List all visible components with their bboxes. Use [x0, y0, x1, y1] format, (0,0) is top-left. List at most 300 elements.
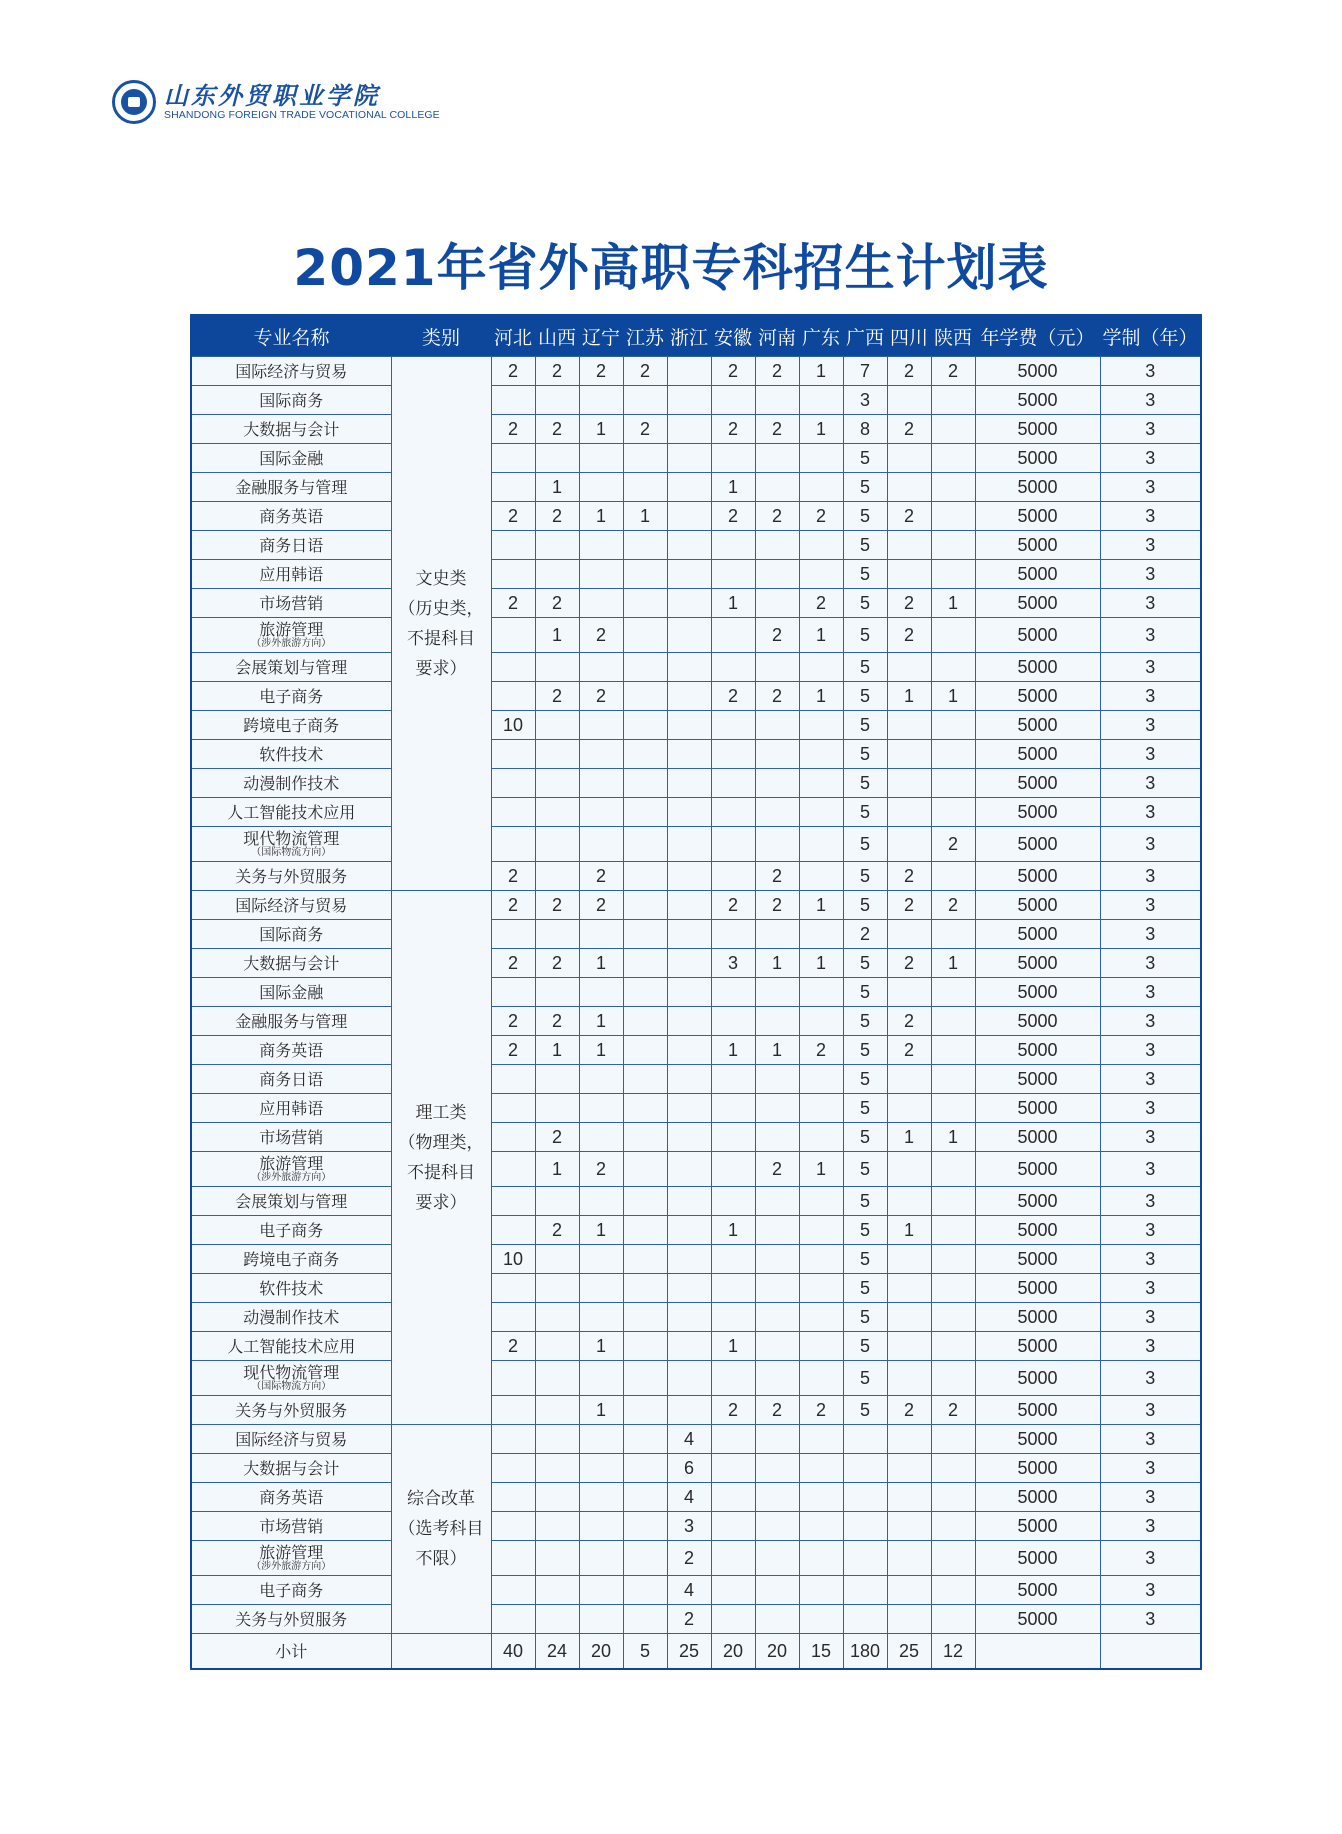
- quota-cell: [755, 1454, 799, 1483]
- quota-cell: 2: [491, 862, 535, 891]
- quota-cell: 5: [843, 1216, 887, 1245]
- quota-cell: 2: [755, 502, 799, 531]
- quota-cell: 4: [667, 1576, 711, 1605]
- quota-cell: [931, 740, 975, 769]
- quota-cell: [799, 1576, 843, 1605]
- table-row: [191, 949, 1201, 978]
- quota-cell: [711, 978, 755, 1007]
- quota-cell: [579, 1303, 623, 1332]
- major-name: 跨境电子商务: [243, 1249, 340, 1269]
- quota-cell: 2: [799, 1036, 843, 1065]
- quota-cell: 2: [755, 415, 799, 444]
- quota-cell: [799, 1332, 843, 1361]
- duration-cell: 3: [1100, 1303, 1201, 1332]
- quota-cell: [667, 444, 711, 473]
- subtotal-quota-cell: 25: [887, 1634, 931, 1670]
- quota-cell: [667, 862, 711, 891]
- major-name-cell: [191, 978, 391, 1007]
- quota-cell: [755, 1123, 799, 1152]
- quota-cell: [755, 769, 799, 798]
- quota-cell: 1: [799, 949, 843, 978]
- duration-cell: 3: [1100, 1483, 1201, 1512]
- tuition-cell: 5000: [975, 589, 1100, 618]
- quota-cell: [755, 1007, 799, 1036]
- table-row: [191, 653, 1201, 682]
- major-name: 动漫制作技术: [243, 1307, 340, 1327]
- quota-cell: 2: [491, 357, 535, 386]
- quota-cell: [755, 1541, 799, 1576]
- major-name: 大数据与会计: [243, 419, 340, 439]
- major-name-cell: [191, 1123, 391, 1152]
- quota-cell: [887, 711, 931, 740]
- quota-cell: [535, 920, 579, 949]
- quota-cell: 2: [887, 1007, 931, 1036]
- major-direction: （国际物流方向）: [251, 1381, 332, 1392]
- tuition-cell: 5000: [975, 1216, 1100, 1245]
- quota-cell: [535, 1332, 579, 1361]
- quota-cell: [535, 740, 579, 769]
- major-name-cell: [191, 769, 391, 798]
- quota-cell: 2: [623, 415, 667, 444]
- table-row: [191, 1245, 1201, 1274]
- quota-cell: [579, 1541, 623, 1576]
- quota-cell: 2: [931, 891, 975, 920]
- quota-cell: [931, 1605, 975, 1634]
- quota-cell: 2: [491, 589, 535, 618]
- quota-cell: [799, 827, 843, 862]
- major-name-cell: [191, 740, 391, 769]
- quota-cell: 5: [843, 1303, 887, 1332]
- table-row: [191, 1036, 1201, 1065]
- quota-cell: 2: [535, 589, 579, 618]
- quota-cell: [623, 891, 667, 920]
- quota-cell: [667, 827, 711, 862]
- duration-cell: 3: [1100, 920, 1201, 949]
- major-name-cell: [191, 1332, 391, 1361]
- quota-cell: [491, 740, 535, 769]
- quota-cell: [755, 1483, 799, 1512]
- tuition-cell: 5000: [975, 502, 1100, 531]
- tuition-cell: 5000: [975, 1332, 1100, 1361]
- quota-cell: 2: [491, 415, 535, 444]
- major-direction: （涉外旅游方向）: [251, 1172, 332, 1183]
- quota-cell: [623, 1094, 667, 1123]
- quota-cell: [755, 1274, 799, 1303]
- major-name: 旅游管理: [259, 1154, 324, 1173]
- duration-cell: 3: [1100, 1274, 1201, 1303]
- quota-cell: [755, 1094, 799, 1123]
- quota-cell: [623, 1274, 667, 1303]
- quota-cell: [491, 444, 535, 473]
- category-label-line: 不限）: [415, 1549, 467, 1569]
- quota-cell: 2: [711, 357, 755, 386]
- duration-cell: 3: [1100, 978, 1201, 1007]
- quota-cell: 5: [843, 891, 887, 920]
- quota-cell: [623, 862, 667, 891]
- quota-cell: [491, 978, 535, 1007]
- quota-cell: 5: [843, 682, 887, 711]
- quota-cell: [623, 711, 667, 740]
- quota-cell: [931, 531, 975, 560]
- column-header: 广西: [843, 315, 887, 357]
- quota-cell: [623, 1605, 667, 1634]
- duration-cell: 3: [1100, 618, 1201, 653]
- major-name-cell: [191, 1605, 391, 1634]
- major-name-cell: [191, 891, 391, 920]
- quota-cell: [579, 531, 623, 560]
- table-row: [191, 618, 1201, 653]
- quota-cell: [887, 1152, 931, 1187]
- tuition-cell: 5000: [975, 386, 1100, 415]
- quota-cell: 5: [843, 798, 887, 827]
- quota-cell: 5: [843, 862, 887, 891]
- table-row: [191, 769, 1201, 798]
- quota-cell: 5: [843, 653, 887, 682]
- quota-cell: 1: [931, 949, 975, 978]
- major-name: 金融服务与管理: [235, 1011, 348, 1031]
- subtotal-quota-cell: 20: [711, 1634, 755, 1670]
- quota-cell: 2: [491, 891, 535, 920]
- tuition-cell: 5000: [975, 827, 1100, 862]
- major-name-cell: [191, 560, 391, 589]
- quota-cell: [579, 1123, 623, 1152]
- quota-cell: [491, 473, 535, 502]
- quota-cell: 2: [579, 357, 623, 386]
- table-row: [191, 827, 1201, 862]
- quota-cell: 2: [887, 618, 931, 653]
- quota-cell: 5: [843, 1274, 887, 1303]
- major-name: 软件技术: [259, 744, 324, 764]
- quota-cell: [711, 920, 755, 949]
- quota-cell: [755, 473, 799, 502]
- quota-cell: [667, 618, 711, 653]
- quota-cell: [667, 386, 711, 415]
- quota-cell: [931, 1094, 975, 1123]
- quota-cell: 2: [491, 502, 535, 531]
- category-label-line: 综合改革: [407, 1489, 475, 1509]
- college-logo: [112, 80, 440, 124]
- quota-cell: 1: [887, 1123, 931, 1152]
- quota-cell: [667, 920, 711, 949]
- quota-cell: [931, 1152, 975, 1187]
- tuition-cell: 5000: [975, 949, 1100, 978]
- quota-cell: [579, 1576, 623, 1605]
- table-row: [191, 1605, 1201, 1634]
- quota-cell: 1: [535, 1036, 579, 1065]
- quota-cell: [535, 1512, 579, 1541]
- quota-cell: [799, 1094, 843, 1123]
- quota-cell: 7: [843, 357, 887, 386]
- quota-cell: [755, 740, 799, 769]
- quota-cell: 1: [579, 1007, 623, 1036]
- quota-cell: [711, 1605, 755, 1634]
- quota-cell: 1: [579, 949, 623, 978]
- quota-cell: [491, 386, 535, 415]
- quota-cell: [579, 444, 623, 473]
- quota-cell: [711, 769, 755, 798]
- table-row: [191, 386, 1201, 415]
- quota-cell: [623, 1187, 667, 1216]
- page-title: 2021年省外高职专科招生计划表: [293, 239, 1049, 297]
- quota-cell: [755, 1245, 799, 1274]
- quota-cell: 5: [843, 618, 887, 653]
- quota-cell: [711, 827, 755, 862]
- major-name: 人工智能技术应用: [227, 1336, 356, 1356]
- quota-cell: [667, 1332, 711, 1361]
- quota-cell: 2: [491, 1036, 535, 1065]
- quota-cell: [931, 978, 975, 1007]
- major-name: 市场营销: [259, 593, 324, 613]
- duration-cell: 3: [1100, 682, 1201, 711]
- major-name-cell: [191, 1274, 391, 1303]
- major-name: 会展策划与管理: [235, 657, 348, 677]
- quota-cell: [667, 1396, 711, 1425]
- table-row: [191, 1425, 1201, 1454]
- quota-cell: 5: [843, 978, 887, 1007]
- quota-cell: [931, 618, 975, 653]
- quota-cell: [667, 1094, 711, 1123]
- quota-cell: [931, 1036, 975, 1065]
- major-name-cell: [191, 1245, 391, 1274]
- tuition-cell: 5000: [975, 682, 1100, 711]
- major-name-cell: [191, 1512, 391, 1541]
- quota-cell: [843, 1541, 887, 1576]
- tuition-cell: 5000: [975, 891, 1100, 920]
- table-row: [191, 1541, 1201, 1576]
- quota-cell: [667, 1216, 711, 1245]
- quota-cell: [711, 1361, 755, 1396]
- quota-cell: 2: [931, 1396, 975, 1425]
- quota-cell: 5: [843, 740, 887, 769]
- quota-cell: 1: [579, 1332, 623, 1361]
- quota-cell: [887, 444, 931, 473]
- quota-cell: 2: [579, 682, 623, 711]
- tuition-cell: 5000: [975, 531, 1100, 560]
- quota-cell: [711, 1274, 755, 1303]
- quota-cell: [931, 1216, 975, 1245]
- quota-cell: 8: [843, 415, 887, 444]
- quota-cell: [535, 386, 579, 415]
- column-header: 广东: [799, 315, 843, 357]
- quota-cell: [887, 386, 931, 415]
- major-name-cell: [191, 682, 391, 711]
- quota-cell: 2: [755, 1152, 799, 1187]
- quota-cell: [799, 444, 843, 473]
- quota-cell: 5: [843, 502, 887, 531]
- quota-cell: [799, 560, 843, 589]
- quota-cell: [887, 531, 931, 560]
- quota-cell: [535, 1483, 579, 1512]
- quota-cell: 2: [579, 862, 623, 891]
- quota-cell: [887, 1576, 931, 1605]
- table-row: [191, 1576, 1201, 1605]
- duration-cell: 3: [1100, 1187, 1201, 1216]
- quota-cell: [623, 949, 667, 978]
- duration-cell: 3: [1100, 1245, 1201, 1274]
- major-name: 软件技术: [259, 1278, 324, 1298]
- duration-cell: 3: [1100, 1216, 1201, 1245]
- quota-cell: [755, 531, 799, 560]
- quota-cell: 1: [799, 415, 843, 444]
- major-name-cell: [191, 1216, 391, 1245]
- quota-cell: 1: [535, 473, 579, 502]
- major-name-cell: [191, 1303, 391, 1332]
- subtotal-category: [391, 1634, 491, 1670]
- column-header: 河北: [491, 315, 535, 357]
- quota-cell: [887, 1274, 931, 1303]
- quota-cell: [535, 711, 579, 740]
- quota-cell: [799, 798, 843, 827]
- duration-cell: 3: [1100, 560, 1201, 589]
- quota-cell: [931, 920, 975, 949]
- quota-cell: [491, 1576, 535, 1605]
- quota-cell: [843, 1605, 887, 1634]
- quota-cell: [799, 473, 843, 502]
- quota-cell: [623, 1123, 667, 1152]
- column-header: 四川: [887, 315, 931, 357]
- quota-cell: 2: [535, 1123, 579, 1152]
- quota-cell: [711, 1094, 755, 1123]
- tuition-cell: 5000: [975, 444, 1100, 473]
- logo-english-name: SHANDONG FOREIGN TRADE VOCATIONAL COLLEGE: [164, 109, 440, 121]
- quota-cell: 2: [579, 891, 623, 920]
- tuition-cell: 5000: [975, 1512, 1100, 1541]
- quota-cell: [799, 1483, 843, 1512]
- enrollment-plan-table: [190, 314, 1202, 1670]
- quota-cell: [491, 1065, 535, 1094]
- quota-cell: [711, 386, 755, 415]
- major-name: 电子商务: [259, 686, 324, 706]
- tuition-cell: 5000: [975, 1425, 1100, 1454]
- quota-cell: [799, 920, 843, 949]
- major-name: 动漫制作技术: [243, 773, 340, 793]
- quota-cell: [887, 1454, 931, 1483]
- tuition-cell: 5000: [975, 769, 1100, 798]
- quota-cell: [579, 589, 623, 618]
- column-header: 年学费（元）: [975, 315, 1100, 357]
- quota-cell: [491, 1483, 535, 1512]
- quota-cell: [579, 978, 623, 1007]
- duration-cell: 3: [1100, 827, 1201, 862]
- quota-cell: [535, 1245, 579, 1274]
- duration-cell: 3: [1100, 1396, 1201, 1425]
- quota-cell: 1: [799, 891, 843, 920]
- major-name: 国际经济与贸易: [235, 361, 348, 381]
- quota-cell: 1: [711, 473, 755, 502]
- quota-cell: [887, 1541, 931, 1576]
- subtotal-row: [191, 1634, 1201, 1670]
- quota-cell: [799, 1274, 843, 1303]
- quota-cell: [755, 1576, 799, 1605]
- quota-cell: [667, 1007, 711, 1036]
- quota-cell: [623, 1065, 667, 1094]
- quota-cell: [755, 827, 799, 862]
- duration-cell: 3: [1100, 444, 1201, 473]
- quota-cell: 1: [579, 1036, 623, 1065]
- quota-cell: 2: [535, 949, 579, 978]
- quota-cell: [711, 1541, 755, 1576]
- major-name-cell: [191, 1065, 391, 1094]
- quota-cell: [667, 1123, 711, 1152]
- tuition-cell: 5000: [975, 1274, 1100, 1303]
- duration-cell: 3: [1100, 711, 1201, 740]
- quota-cell: 10: [491, 1245, 535, 1274]
- quota-cell: [799, 1605, 843, 1634]
- major-name: 应用韩语: [259, 1098, 324, 1118]
- table-row: [191, 978, 1201, 1007]
- quota-cell: [623, 978, 667, 1007]
- quota-cell: [535, 1396, 579, 1425]
- major-name-cell: [191, 357, 391, 386]
- quota-cell: [667, 891, 711, 920]
- quota-cell: [491, 531, 535, 560]
- quota-cell: [887, 1094, 931, 1123]
- quota-cell: 2: [711, 891, 755, 920]
- quota-cell: [931, 1303, 975, 1332]
- tuition-cell: 5000: [975, 1245, 1100, 1274]
- quota-cell: [579, 1187, 623, 1216]
- major-name: 现代物流管理: [243, 1363, 340, 1382]
- major-name-cell: [191, 1425, 391, 1454]
- quota-cell: [579, 1245, 623, 1274]
- quota-cell: [931, 1576, 975, 1605]
- major-name: 国际商务: [259, 390, 324, 410]
- quota-cell: 5: [843, 473, 887, 502]
- table-row: [191, 891, 1201, 920]
- quota-cell: 5: [843, 560, 887, 589]
- duration-cell: 3: [1100, 769, 1201, 798]
- quota-cell: [623, 798, 667, 827]
- quota-cell: [799, 1065, 843, 1094]
- table-row: [191, 920, 1201, 949]
- table-row: [191, 1187, 1201, 1216]
- major-name-cell: [191, 1541, 391, 1576]
- quota-cell: 2: [535, 1216, 579, 1245]
- quota-cell: [667, 1361, 711, 1396]
- quota-cell: 2: [667, 1605, 711, 1634]
- major-name: 关务与外贸服务: [235, 1400, 348, 1420]
- quota-cell: 2: [887, 502, 931, 531]
- tuition-cell: 5000: [975, 862, 1100, 891]
- quota-cell: 1: [887, 1216, 931, 1245]
- quota-cell: [799, 1361, 843, 1396]
- quota-cell: [535, 769, 579, 798]
- quota-cell: [711, 740, 755, 769]
- major-name: 跨境电子商务: [243, 715, 340, 735]
- subtotal-quota-cell: 20: [755, 1634, 799, 1670]
- quota-cell: [843, 1512, 887, 1541]
- quota-cell: [491, 1094, 535, 1123]
- quota-cell: 2: [535, 502, 579, 531]
- quota-cell: [535, 1541, 579, 1576]
- column-header: 浙江: [667, 315, 711, 357]
- category-label-line: （选考科目: [398, 1519, 484, 1539]
- quota-cell: [931, 415, 975, 444]
- quota-cell: [667, 560, 711, 589]
- quota-cell: [623, 1425, 667, 1454]
- quota-cell: 2: [535, 682, 579, 711]
- major-name: 会展策划与管理: [235, 1191, 348, 1211]
- quota-cell: 2: [755, 682, 799, 711]
- major-name-cell: [191, 444, 391, 473]
- quota-cell: [535, 1361, 579, 1396]
- quota-cell: 2: [579, 1152, 623, 1187]
- tuition-cell: 5000: [975, 415, 1100, 444]
- quota-cell: [887, 798, 931, 827]
- major-name-cell: [191, 862, 391, 891]
- quota-cell: 2: [799, 589, 843, 618]
- major-name: 现代物流管理: [243, 829, 340, 848]
